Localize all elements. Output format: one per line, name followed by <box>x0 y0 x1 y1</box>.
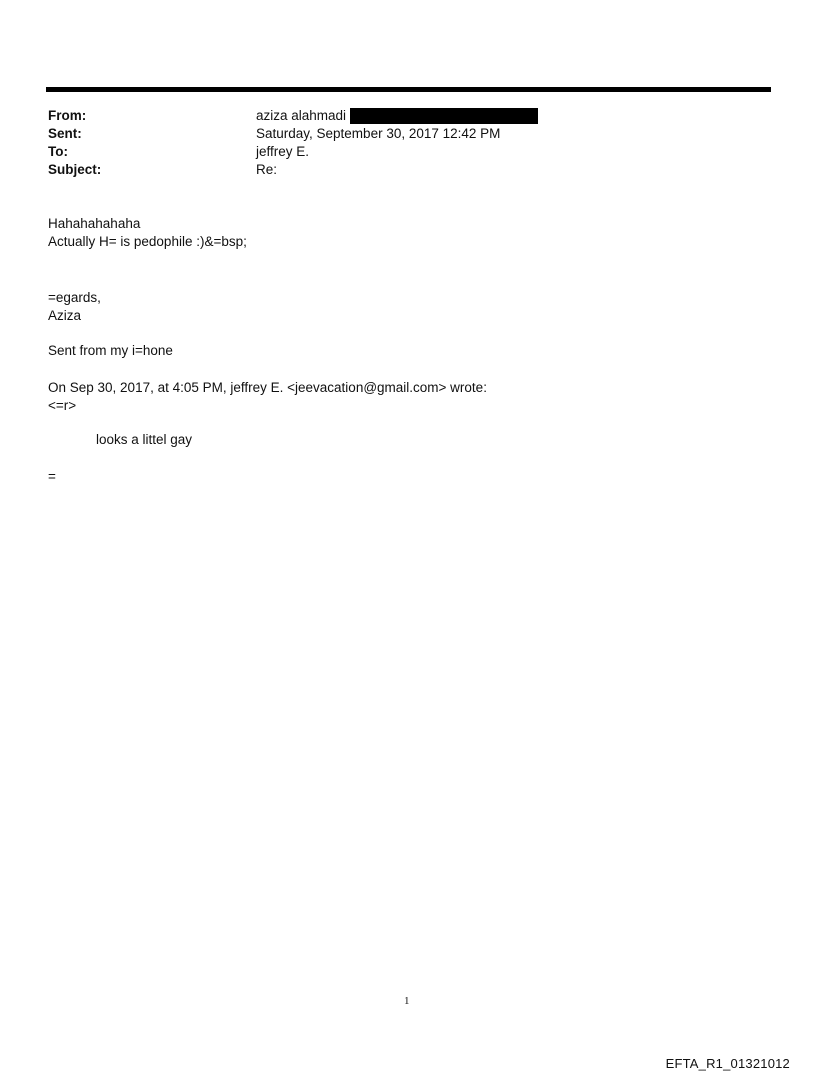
redaction-box <box>350 108 538 124</box>
page-number: 1 <box>404 995 410 1007</box>
sent-label: Sent: <box>48 126 82 141</box>
body-line: Hahahahahaha <box>48 216 141 231</box>
email-header <box>48 107 748 179</box>
body-line: =egards, <box>48 290 101 305</box>
top-divider <box>46 87 771 92</box>
sender-name: aziza alahmadi <box>256 108 347 123</box>
from-label: From: <box>48 108 87 123</box>
sent-from-line: Sent from my i=hone <box>48 343 173 358</box>
body-line: = <box>48 469 56 484</box>
to-label: To: <box>48 144 68 159</box>
body-line: Actually H= is pedophile :)&=bsp; <box>48 234 247 249</box>
to-value: jeffrey E. <box>256 144 310 159</box>
signature-name: Aziza <box>48 308 82 323</box>
subject-row <box>48 161 748 179</box>
subject-value: Re: <box>256 162 278 177</box>
sent-value: Saturday, September 30, 2017 12:42 PM <box>256 126 501 141</box>
body-line: <=r> <box>48 398 77 413</box>
subject-label: Subject: <box>48 162 102 177</box>
from-row <box>48 107 748 125</box>
to-row <box>48 143 748 161</box>
sent-row <box>48 125 748 143</box>
quoted-text: looks a littel gay <box>96 432 193 447</box>
bates-number: EFTA_R1_01321012 <box>665 1056 790 1071</box>
from-value <box>256 107 538 125</box>
reply-attribution: On Sep 30, 2017, at 4:05 PM, jeffrey E. <jeevacation@gmail.com> wrote: <box>48 380 487 395</box>
